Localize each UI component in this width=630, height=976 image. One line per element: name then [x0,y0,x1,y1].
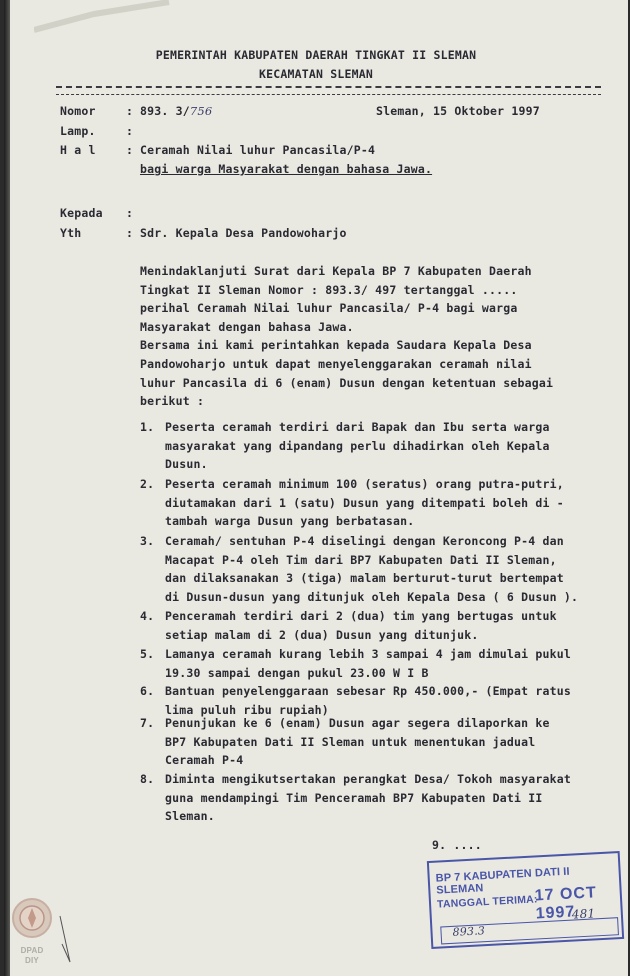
logo-text-dpad: DPAD [20,946,44,955]
item-number: 5. [140,647,155,661]
item-number: 1. [140,420,155,434]
stamp-handwritten-number: 481 [571,906,596,922]
logo-text-diy: DIY [25,956,39,965]
item-number: 2. [140,477,155,491]
kepada-label: Kepada [60,206,103,220]
item-number: 8. [140,772,155,786]
hal-subject-line1: Ceramah Nilai luhur Pancasila/P-4 [140,143,376,157]
item-number: 6. [140,684,155,698]
paper-crease-mark [34,0,174,40]
stamp-office: BP 7 KABUPATEN DATI II SLEMAN [435,865,570,897]
nomor-value: 893. 3/ [140,104,190,118]
lamp-label: Lamp. [60,124,96,138]
yth-label: Yth [60,226,82,240]
place-date: Sleman, 15 Oktober 1997 [376,104,540,118]
stamp-date: 17 OCT 1997 [534,884,598,923]
kepada-row [60,206,140,222]
item-text: Penunjukan ke 6 (enam) Dusun agar segera dilaporkan ke BP7 Kabupaten Dati II Sleman untuk menentukan jadual Ceramah P-4 [165,716,550,768]
lamp-row [60,124,140,140]
nomor-row [60,104,212,120]
header-district: KECAMATAN SLEMAN [259,67,373,81]
hal-row [60,143,140,159]
item-text: Peserta ceramah minimum 100 (seratus) orang putra-putri, diutamakan dari 1 (satu) Dusun yang ditempati boleh di - tambah warga Dusun yang berbatasan. [165,477,564,529]
item-text: Peserta ceramah terdiri dari Bapak dan Ibu serta warga masyarakat yang dipandang perlu dihadirkan oleh Kepala Dusun. [165,420,550,472]
nomor-colon: : [126,104,134,118]
stamp-received-label: TANGGAL TERIMA: [436,893,538,911]
yth-colon: : [126,226,134,240]
stamp-handwritten-code: 893.3 [452,924,486,939]
item-text: Ceramah/ sentuhan P-4 diselingi dengan Keroncong P-4 dan Macapat P-4 oleh Tim dari BP7 Kabupaten Dati II Sleman, dan dilaksanakan 3 (tiga) malam berturut-turut bertempat di Dusun-dusun yang ditunjuk oleh Kepala Desa ( 6 Dusun ). [165,534,579,604]
hal-colon: : [126,143,134,157]
scan-edge [4,0,10,976]
item-number: 4. [140,609,155,623]
intro-line: Bersama ini kami perintahkan kepada Saudara Kepala Desa [140,338,532,353]
yth-row [60,226,347,242]
item-number: 3. [140,534,155,548]
intro-line: perihal Ceramah Nilai luhur Pancasila/ P-4 bagi warga [140,301,518,316]
received-stamp [427,851,624,949]
item-text: Penceramah terdiri dari 2 (dua) tim yang bertugas untuk setiap malam di 2 (dua) Dusun yang ditunjuk. [165,609,557,642]
lamp-colon: : [126,124,134,138]
nomor-handwritten: 756 [189,104,213,118]
item-text: Diminta mengikutsertakan perangkat Desa/ Tokoh masyarakat guna mendampingi Tim Penceramah BP7 Kabupaten Dati II Sleman. [165,772,572,824]
intro-line: berikut : [140,394,205,409]
item-text: Lamanya ceramah kurang lebih 3 sampai 4 jam dimulai pukul 19.30 sampai dengan pukul 23.00 W I B [165,647,572,680]
kepada-colon: : [126,206,134,220]
header-government: PEMERINTAH KABUPATEN DAERAH TINGKAT II SLEMAN [155,48,477,62]
item-text: Bantuan penyelenggaraan sebesar Rp 450.000,- (Empat ratus lima puluh ribu rupiah) [165,684,572,717]
header-divider [56,86,601,95]
intro-line: luhur Pancasila di 6 (enam) Dusun dengan ketentuan sebagai [140,375,554,390]
continued-marker: 9. .... [432,838,482,852]
yth-recipient: Sdr. Kepala Desa Pandowoharjo [140,226,347,240]
intro-line: Menindaklanjuti Surat dari Kepala BP 7 Kabupaten Daerah [140,264,532,278]
item-number: 7. [140,716,155,730]
page-corner-mark [58,914,74,966]
hal-label: H a l [60,143,96,157]
nomor-label: Nomor [60,104,96,118]
hal-subject-line2: bagi warga Masyarakat dengan bahasa Jawa. [140,162,433,176]
intro-paragraph [140,262,610,411]
intro-line: Tingkat II Sleman Nomor : 893.3/ 497 tertanggal ..... [140,282,518,297]
document-page [4,0,628,976]
intro-line: Masyarakat dengan bahasa Jawa. [140,319,354,334]
intro-line: Pandowoharjo untuk dapat menyelenggarakan ceramah nilai [140,356,532,371]
